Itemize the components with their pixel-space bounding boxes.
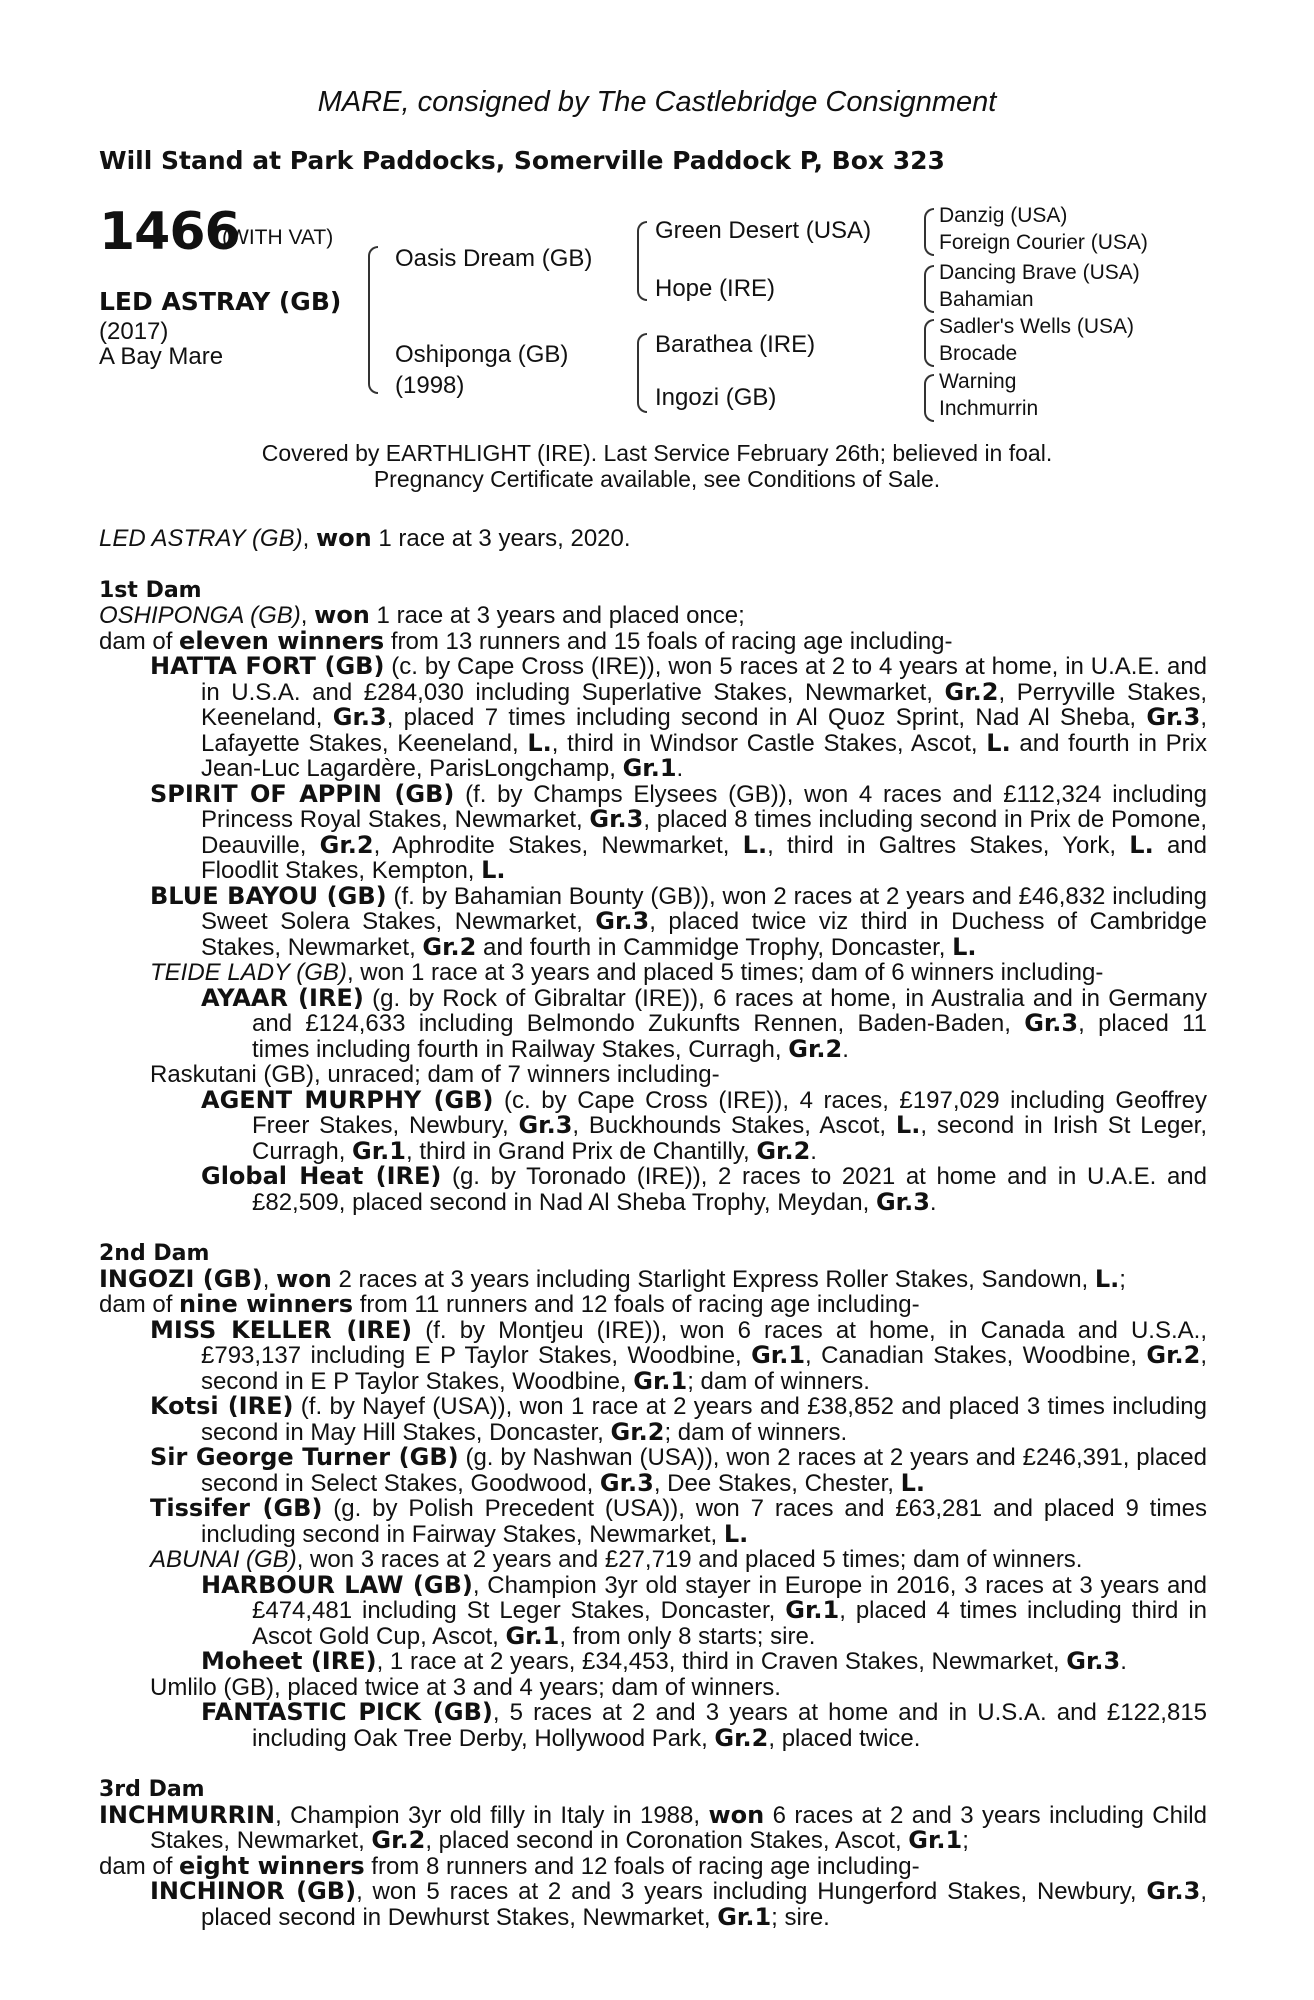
vat-note: (WITH VAT) [222,226,334,249]
second-dam-post: from 11 runners and 12 foals of racing age including- [353,1291,920,1318]
page-header: MARE, consigned by The Castlebridge Consignment [317,86,997,118]
third-dam-line [99,1800,1207,1854]
progeny-entry: Raskutani (GB), unraced; dam of 7 winners including- [150,1061,720,1088]
progeny-entry: Umlilo (GB), placed twice at 3 and 4 years; dam of winners. [150,1673,781,1701]
ss-bracket [924,208,934,256]
sd-dam: Bahamian [939,288,1034,311]
sire-dam: Hope (IRE) [655,275,776,302]
ds-sire: Sadler's Wells (USA) [939,315,1134,338]
third-dam-produce [99,1851,1207,1880]
ss-dam: Foreign Courier (USA) [939,231,1148,254]
third-dam-won: won [708,1800,765,1829]
first-dam-line: OSHIPONGA (GB), won 1 race at 3 years and placed once; [99,601,745,629]
third-dam-e: ; [962,1827,969,1854]
sire-bracket [637,221,647,301]
third-dam-d: , placed second in Coronation Stakes, Ascot, [425,1827,909,1854]
dam-sire: Barathea (IRE) [655,331,816,358]
progeny-entry: BLUE BAYOU (GB) (f. by Bahamian Bounty (GB)), won 2 races at 2 years and £46,832 including Sweet Solera Stakes, Newmarket, Gr.3, placed twice viz third in Duchess of Cambridge Stakes, Newmarket, Gr.2 and fourth in Cammidge Trophy, Doncaster, L. [150,881,1207,961]
horse-name: LED ASTRAY (GB) [99,287,342,316]
first-dam-won: won [314,601,370,629]
progeny-entry: AYAAR (IRE) (g. by Rock of Gibraltar (IRE)), 6 races at home, in Australia and in Germany and £124,633 including Belmondo Zukunfts Rennen, Baden-Baden, Gr.3, placed 11 times including fourth in Railway Stakes, Curragh, Gr.2. [201,983,1208,1063]
third-dam-gr1: Gr.1 [908,1826,963,1854]
ds-bracket [924,319,934,367]
lot-number: 1466 [99,202,240,262]
dam-bracket [637,333,647,413]
horse-description: A Bay Mare [99,343,224,370]
first-dam-post: from 13 runners and 15 foals of racing age including- [384,627,953,655]
progeny-entry: MISS KELLER (IRE) (f. by Montjeu (IRE)), won 6 races at home, in Canada and U.S.A., £793,137 including E P Taylor Stakes, Woodbine, Gr.1, Canadian Stakes, Woodbine, Gr.2, second in E P Taylor Stakes, Woodbine, Gr.1; dam of winners. [150,1315,1207,1395]
first-dam-name: OSHIPONGA (GB) [99,602,301,629]
third-dam-heading: 3rd Dam [99,1777,205,1802]
ds-dam: Brocade [939,342,1018,365]
second-dam-end: ; [1119,1265,1126,1293]
third-dam-gr2: Gr.2 [371,1826,426,1854]
first-dam-text: 1 race at 3 years and placed once; [369,602,745,629]
progeny-entry: HARBOUR LAW (GB), Champion 3yr old stayer in Europe in 2016, 3 races at 3 years and £474,481 including St Leger Stakes, Doncaster, Gr.1, placed 4 times including third in Ascot Gold Cup, Ascot, Gr.1, from only 8 starts; sire. [201,1570,1208,1650]
record-won: won [315,524,372,552]
third-dam-post: from 8 runners and 12 foals of racing age including- [364,1852,920,1880]
progeny-entry: Global Heat (IRE) (g. by Toronado (IRE)), 2 races to 2021 at home and in U.A.E. and £82,509, placed second in Nad Al Sheba Trophy, Meydan, Gr.3. [201,1162,1207,1216]
sd-sire: Dancing Brave (USA) [939,261,1140,284]
dd-bracket [924,374,934,422]
second-dam-listed: L. [1094,1264,1120,1293]
second-dam-text: 2 races at 3 years including Starlight Express Roller Stakes, Sandown, [331,1265,1095,1293]
second-dam-pre: dam of [99,1291,180,1318]
third-dam-b: 6 races at 2 and 3 years including [764,1801,1144,1829]
progeny-entry: FANTASTIC PICK (GB), 5 races at 2 and 3 years at home and in U.S.A. and £122,815 including Oak Tree Derby, Hollywood Park, Gr.2, placed twice. [201,1698,1208,1752]
progeny-entry: Kotsi (IRE) (f. by Nayef (USA)), won 1 race at 2 years and £38,852 and placed 3 times including second in May Hill Stakes, Doncaster, Gr.2; dam of winners. [150,1392,1207,1446]
third-dam-a: , Champion 3yr old filly in Italy in 1988, [275,1801,709,1829]
second-dam-won: won [276,1264,332,1293]
second-dam-heading: 2nd Dam [99,1241,210,1266]
sd-bracket [924,265,934,313]
cover-line-1: Covered by EARTHLIGHT (IRE). Last Service February 26th; believed in foal. [261,440,1053,466]
third-dam-name: INCHMURRIN [99,1800,276,1829]
progeny-entry: AGENT MURPHY (GB) (c. by Cape Cross (IRE)), 4 races, £197,029 including Geoffrey Freer Stakes, Newbury, Gr.3, Buckhounds Stakes, Ascot, L., second in Irish St Leger, Curragh, Gr.1, third in Grand Prix de Chantilly, Gr.2. [201,1085,1208,1165]
sire: Oasis Dream (GB) [395,245,593,272]
first-dam-produce [99,626,1207,655]
first-dam-pre: dam of [99,627,180,655]
second-dam-line: INGOZI (GB), won 2 races at 3 years including Starlight Express Roller Stakes, Sandown, L.; [99,1264,1126,1293]
progeny-entry: ABUNAI (GB), won 3 races at 2 years and £27,719 and placed 5 times; dam of winners. [150,1546,1083,1573]
record-text: 1 race at 3 years, 2020. [371,525,631,552]
dd-dam: Inchmurrin [939,397,1039,420]
dam-year: (1998) [395,372,465,399]
dam: Oshiponga (GB) [395,341,569,368]
race-record: LED ASTRAY (GB), won 1 race at 3 years, 2020. [99,524,631,552]
progeny-entry: Sir George Turner (GB) (g. by Nashwan (USA)), won 2 races at 2 years and £246,391, placed second in Select Stakes, Goodwood, Gr.3, Dee Stakes, Chester, L. [150,1443,1207,1497]
dd-sire: Warning [939,370,1017,393]
progeny-entry: Tissifer (GB) (g. by Polish Precedent (USA)), won 7 races and £63,281 and placed 9 times including second in Fairway Stakes, Newmarket, L. [150,1494,1207,1548]
cover-line-2: Pregnancy Certificate available, see Conditions of Sale. [373,466,941,492]
record-name: LED ASTRAY (GB) [99,525,303,552]
sire-sire: Green Desert (USA) [655,217,872,244]
stand-location: Will Stand at Park Paddocks, Somerville Paddock P, Box 323 [99,146,945,175]
second-dam-name: INGOZI (GB) [99,1264,263,1293]
progeny-entry: INCHINOR (GB), won 5 races at 2 and 3 years including Hungerford Stakes, Newbury, Gr.3, placed second in Dewhurst Stakes, Newmarket, Gr.1; sire. [150,1877,1207,1931]
progeny-entry: TEIDE LADY (GB), won 1 race at 3 years and placed 5 times; dam of 6 winners including- [150,959,1104,986]
progeny-entry: Moheet (IRE), 1 race at 2 years, £34,453, third in Craven Stakes, Newmarket, Gr.3. [201,1647,1127,1675]
third-dam-c: Child Stakes, Newmarket, [150,1801,1207,1854]
progeny-entry: HATTA FORT (GB) (c. by Cape Cross (IRE)), won 5 races at 2 to 4 years at home, in U.A.E. and in U.S.A. and £284,030 including Superlative Stakes, Newmarket, Gr.2, Perryville Stakes, Keeneland, Gr.3, placed 7 times including second in Al Quoz Sprint, Nad Al Sheba, Gr.3, Lafayette Stakes, Keeneland, L., third in Windsor Castle Stakes, Ascot, L. and fourth in Prix Jean-Luc Lagardère, ParisLongchamp, Gr.1. [150,652,1208,782]
pedigree-bracket [368,246,378,394]
second-dam-winners: nine winners [179,1290,354,1318]
third-dam-pre: dam of [99,1852,180,1880]
first-dam-heading: 1st Dam [99,577,202,603]
horse-year: (2017) [99,318,169,345]
cover-note [0,440,1314,492]
first-dam-winners: eleven winners [179,626,385,655]
catalogue-body [99,526,1207,1930]
ss-sire: Danzig (USA) [939,204,1068,227]
second-dam-produce [99,1292,1207,1318]
dam-dam: Ingozi (GB) [655,384,777,411]
progeny-entry: SPIRIT OF APPIN (GB) (f. by Champs Elysees (GB)), won 4 races and £112,324 including Princess Royal Stakes, Newmarket, Gr.3, placed 8 times including second in Prix de Pomone, Deauville, Gr.2, Aphrodite Stakes, Newmarket, L., third in Galtres Stakes, York, L. and Floodlit Stakes, Kempton, L. [150,779,1208,884]
third-dam-winners: eight winners [179,1851,365,1880]
